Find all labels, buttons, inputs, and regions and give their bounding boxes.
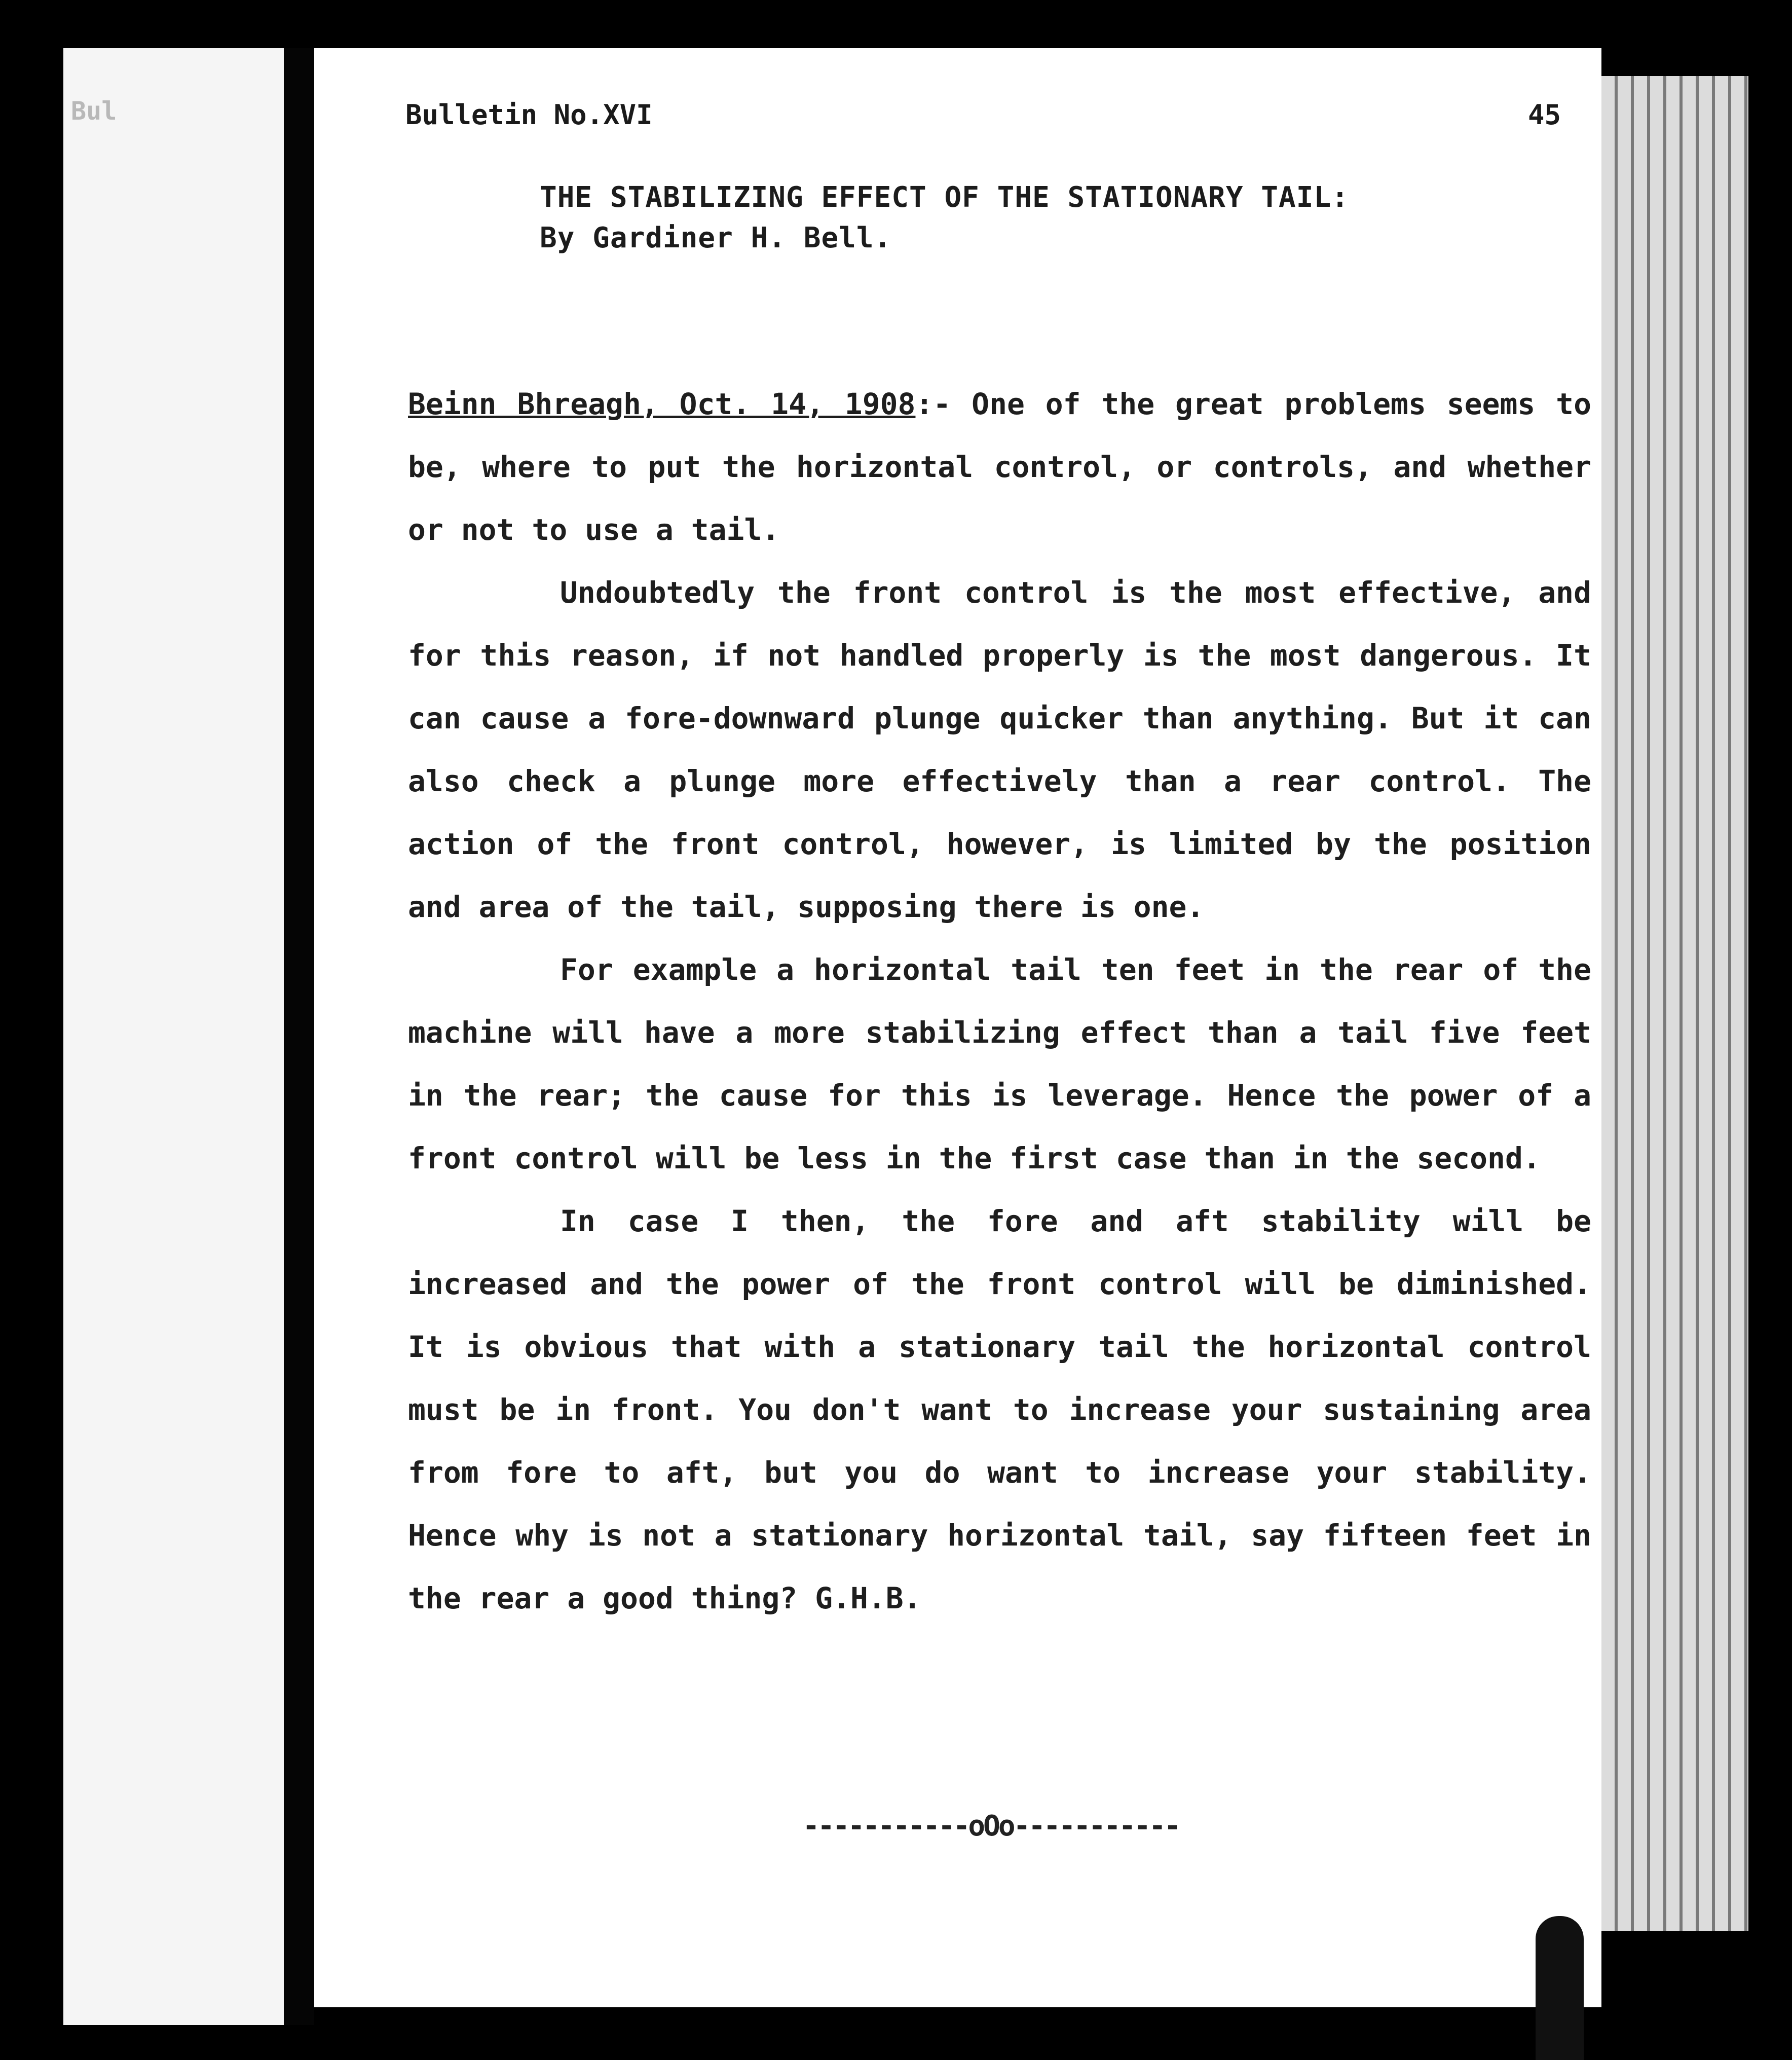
byline: By Gardiner H. Bell. bbox=[540, 222, 892, 254]
paragraph: For example a horizontal tail ten feet in the rear of the machine will have a more stabilizing effect than a tail five feet in the rear; the cause for this is leverage. Hence the power of a front control will be less in the first case than in the second. bbox=[408, 952, 1591, 1175]
facing-page bbox=[63, 48, 284, 2025]
book-spine bbox=[284, 48, 314, 2025]
article-body bbox=[408, 373, 1591, 1630]
paragraph: In case I then, the fore and aft stability will be increased and the power of the front control will be diminished. It is obvious that with a stationary tail the horizontal control must be in front. You don't want to increase your sustaining area from fore to aft, but you do want to increase your stability. Hence why is not a stationary horizontal tail, say fifteen feet in the rear a good thing? G.H.B. bbox=[408, 1204, 1591, 1615]
paragraph-text: :- One of the great problems seems to be, where to put the horizontal control, or controls, and whether or not to use a tail. bbox=[408, 387, 1591, 547]
article-title: THE STABILIZING EFFECT OF THE STATIONARY TAIL: bbox=[540, 181, 1349, 214]
page-number: 45 bbox=[1527, 99, 1561, 131]
clip-pin bbox=[1536, 1916, 1584, 2060]
title-block bbox=[540, 177, 1349, 259]
place-date: Beinn Bhreagh, Oct. 14, 1908 bbox=[408, 387, 916, 421]
page-edges bbox=[1601, 76, 1748, 1931]
bulletin-label: Bulletin No.XVI bbox=[405, 99, 653, 131]
paragraph bbox=[408, 373, 1591, 561]
page-header bbox=[405, 99, 1561, 139]
facing-page-bleed-text: Bul bbox=[71, 96, 117, 126]
section-divider: -----------oOo----------- bbox=[802, 1810, 1179, 1843]
paragraph: Undoubtedly the front control is the most effective, and for this reason, if not handled properly is the most dangerous. It can cause a fore-downward plunge quicker than anything. But it can also check a plunge more effectively than a rear control. The action of the front control, however, is limited by the position and area of the tail, supposing there is one. bbox=[408, 575, 1591, 924]
